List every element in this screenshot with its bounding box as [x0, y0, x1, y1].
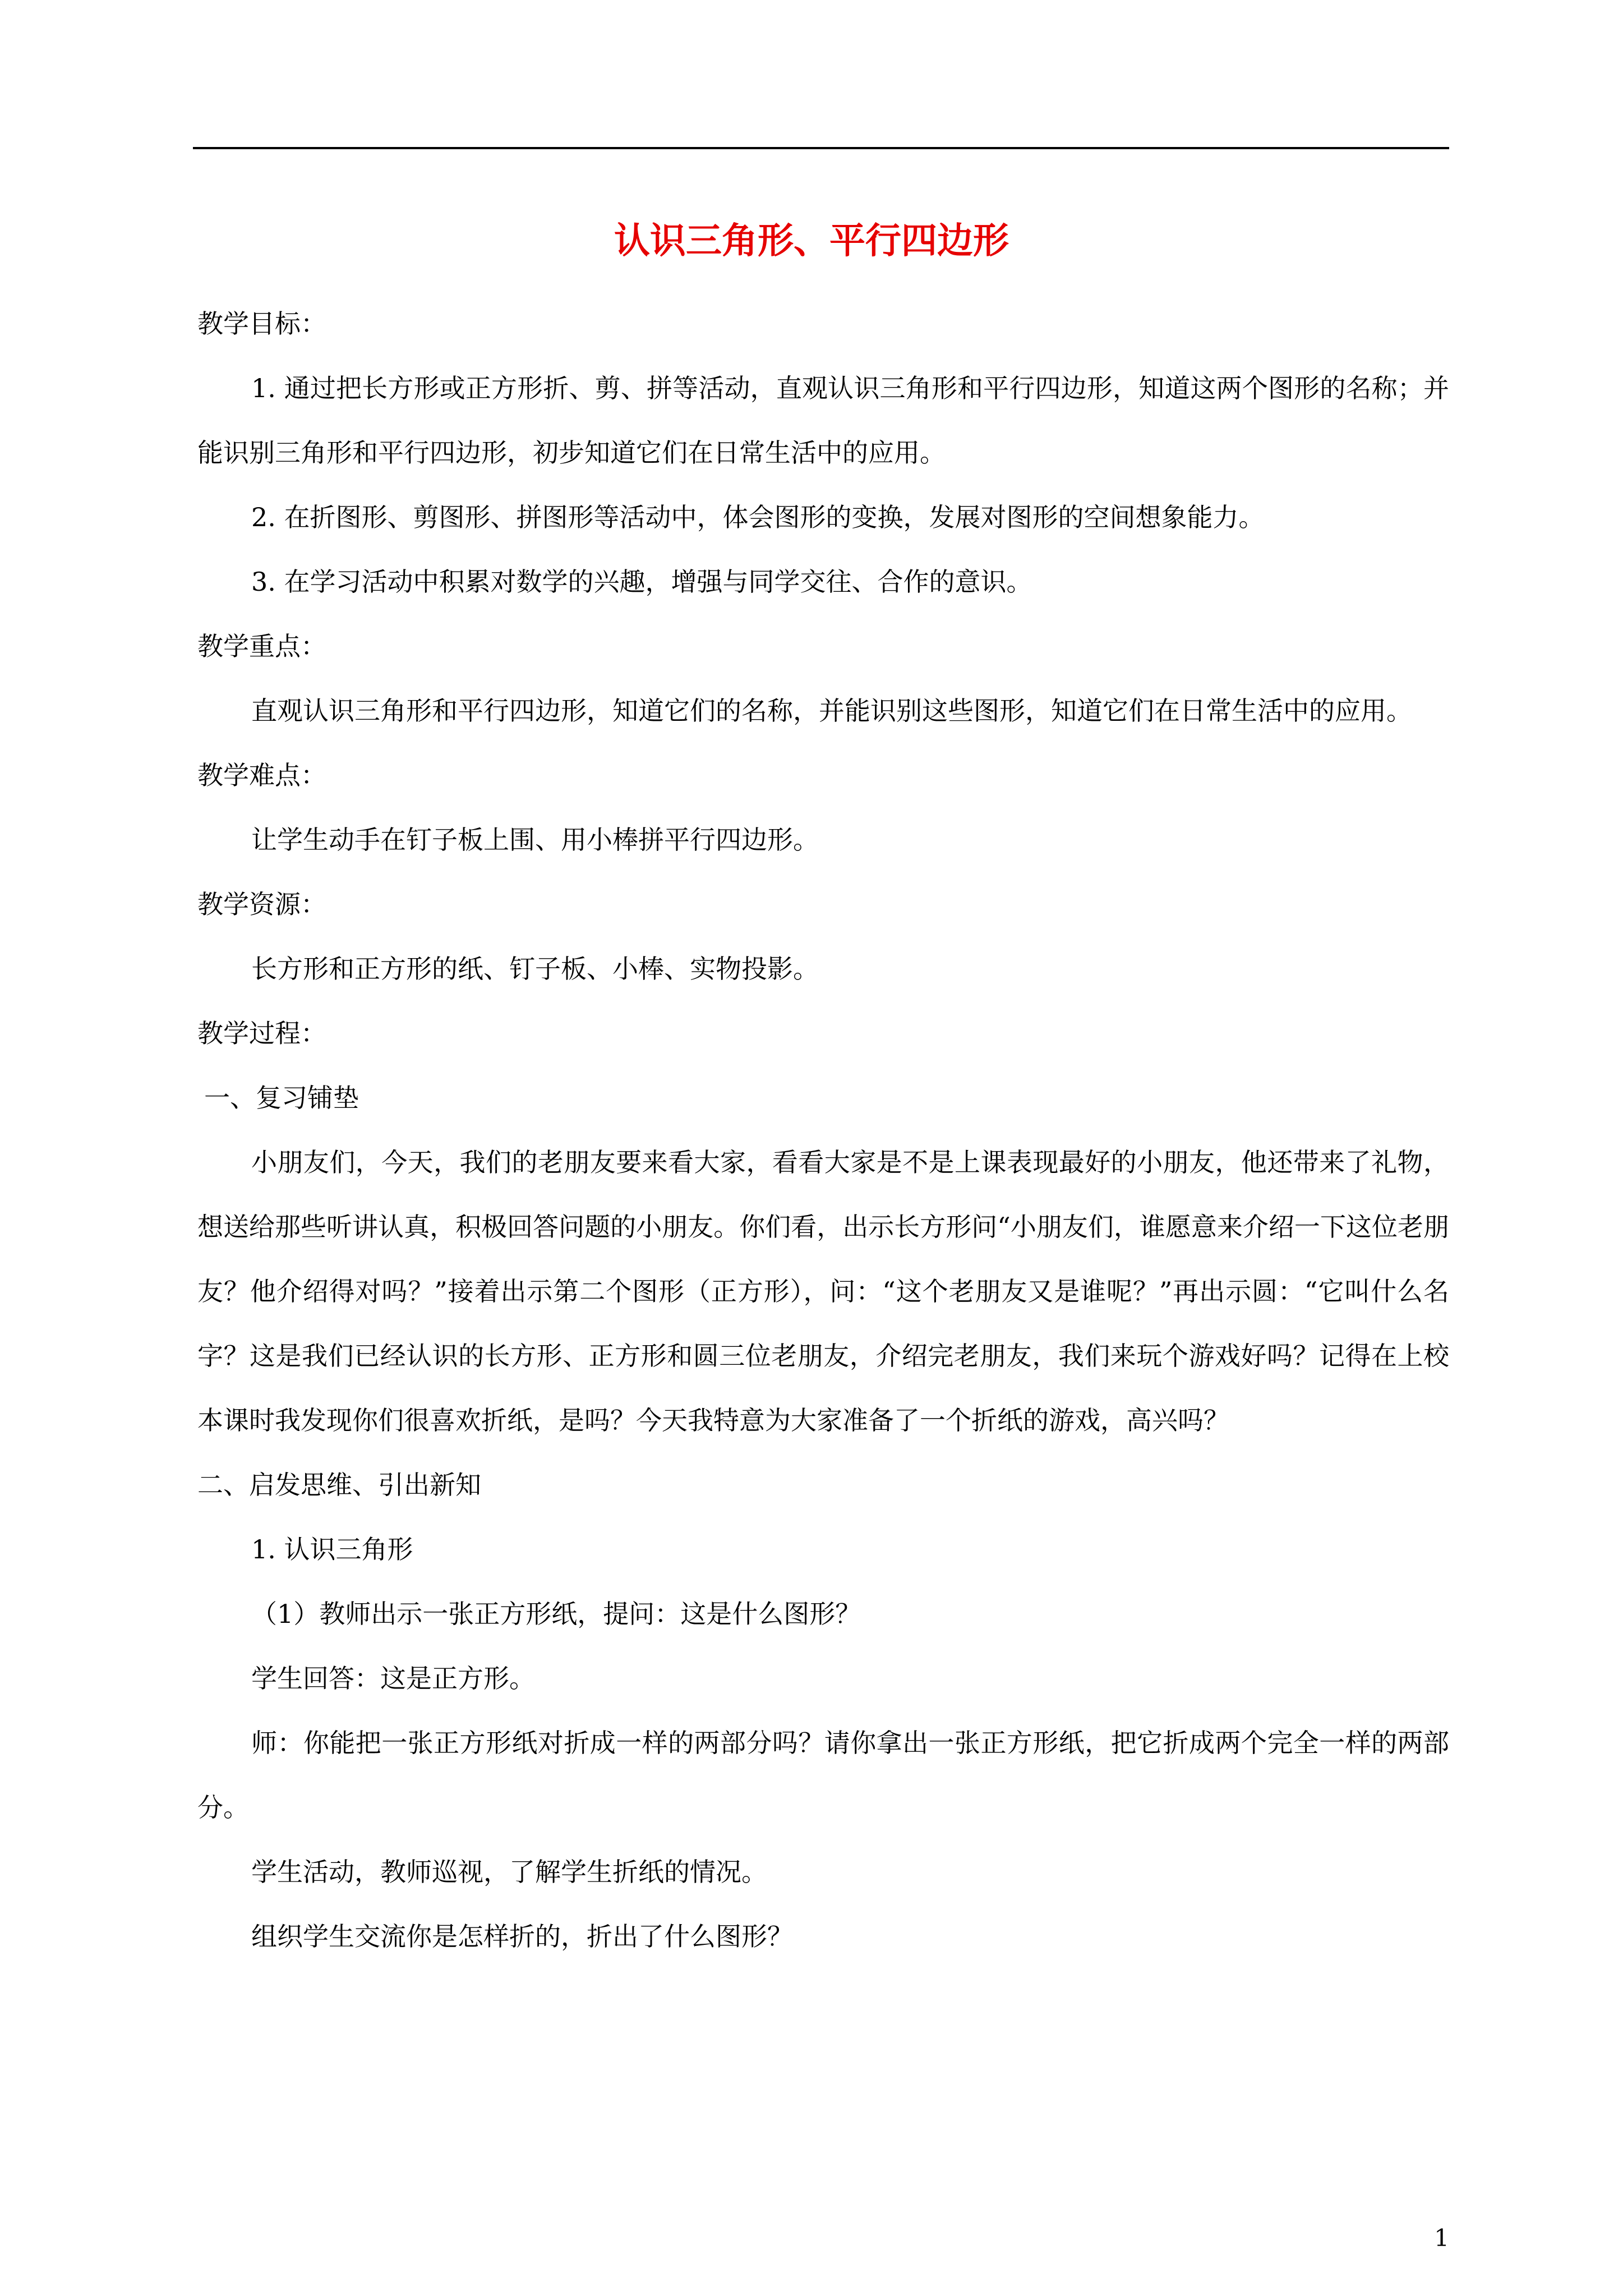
resources-text: 长方形和正方形的纸、钉子板、小棒、实物投影。: [251, 954, 819, 984]
discussion-text: 组织学生交流你是怎样折的，折出了什么图形？: [251, 1921, 793, 1952]
student-answer-text: 学生回答：这是正方形。: [251, 1663, 535, 1694]
step-1-text: （1）教师出示一张正方形纸，提问：这是什么图形？: [251, 1599, 861, 1629]
part-1-text: 小朋友们，今天，我们的老朋友要来看大家，看看大家是不是上课表现最好的小朋友，他还带来了礼物，想送给那些听讲认真，积极回答问题的小朋友。你们看，出示长方形问“小朋友们，谁愿意来介绍一下这位老朋友？他介绍得对吗？”接着出示第二个图形（正方形），问：“这个老朋友又是谁呢？”再出示圆：“它叫什么名字？这是我们已经认识的长方形、正方形和圆三位老朋友，介绍完老朋友，我们来玩个游戏好吗？记得在上校本课时我发现你们很喜欢折纸，是吗？今天我特意为大家准备了一个折纸的游戏，高兴吗？: [197, 1147, 1449, 1435]
goals-heading: 教学目标：: [197, 309, 326, 339]
key-points-text: 直观认识三角形和平行四边形，知道它们的名称，并能识别这些图形，知道它们在日常生活中的应用。: [251, 696, 1412, 726]
document-title: 认识三角形、平行四边形: [614, 220, 1009, 262]
goal-item-3: 3. 在学习活动中积累对数学的兴趣，增强与同学交往、合作的意识。: [251, 567, 1032, 597]
key-points-heading: 教学重点：: [197, 631, 326, 661]
sub-1-heading: 1. 认识三角形: [251, 1534, 413, 1565]
part-1-heading: 一、复习铺垫: [204, 1083, 359, 1113]
resources-heading: 教学资源：: [197, 889, 326, 919]
difficulty-text: 让学生动手在钉子板上围、用小棒拼平行四边形。: [251, 825, 819, 855]
goal-item-2: 2. 在折图形、剪图形、拼图形等活动中，体会图形的变换，发展对图形的空间想象能力。: [251, 502, 1265, 532]
header-rule: [193, 147, 1449, 149]
difficulty-heading: 教学难点：: [197, 760, 326, 790]
part-2-heading: 二、启发思维、引出新知: [197, 1470, 481, 1500]
page-number: 1: [1434, 2224, 1449, 2252]
process-heading: 教学过程：: [197, 1018, 326, 1048]
goal-item-1: 1. 通过把长方形或正方形折、剪、拼等活动，直观认识三角形和平行四边形，知道这两个图形的名称；并能识别三角形和平行四边形，初步知道它们在日常生活中的应用。: [197, 373, 1449, 468]
teacher-prompt-text: 师：你能把一张正方形纸对折成一样的两部分吗？请你拿出一张正方形纸，把它折成两个完全一样的两部分。: [197, 1728, 1449, 1823]
document-body: [197, 292, 1449, 1969]
activity-text: 学生活动，教师巡视，了解学生折纸的情况。: [251, 1857, 767, 1887]
